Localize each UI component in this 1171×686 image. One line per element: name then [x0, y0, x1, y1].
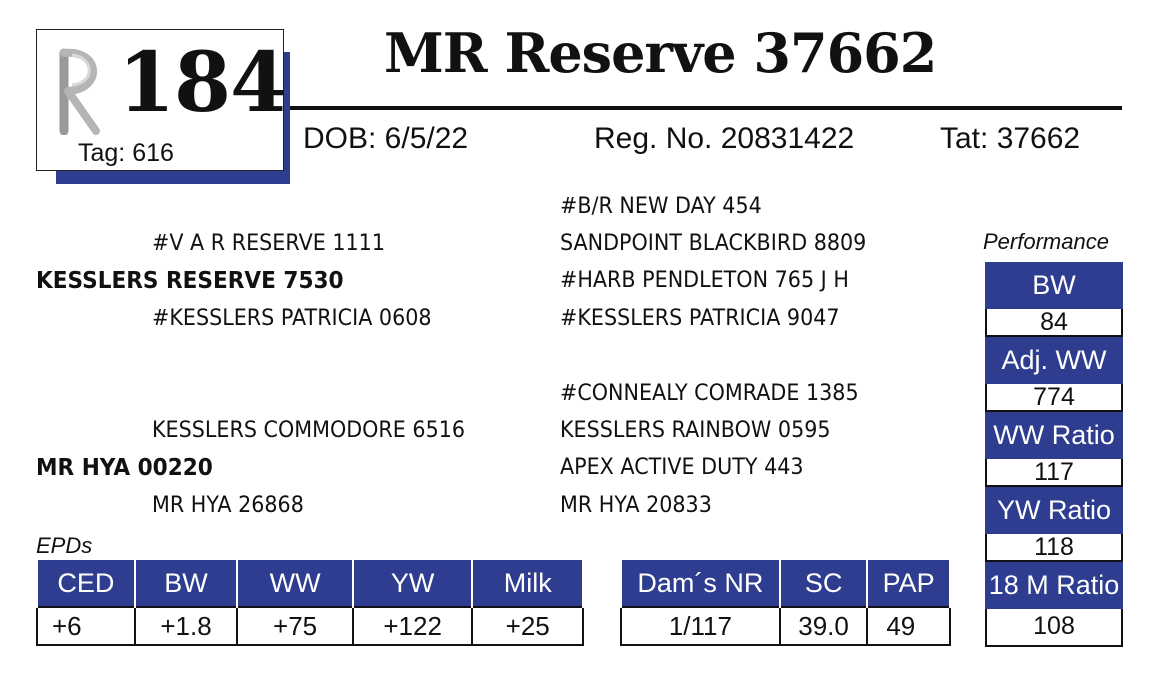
perf-18m-ratio-label: 18 M Ratio: [985, 562, 1123, 609]
performance-panel: [985, 262, 1123, 647]
perf-bw-label: BW: [985, 262, 1123, 309]
epds-label: EPDs: [36, 533, 93, 558]
perf-ww-ratio-value: 117: [985, 459, 1123, 487]
dam-stats-value-row: [621, 607, 950, 645]
pedigree-sd-dam: #KESSLERS PATRICIA 9047: [560, 306, 840, 331]
perf-yw-ratio-value: 118: [985, 534, 1123, 562]
pedigree-dam-sire: KESSLERS COMMODORE 6516: [152, 418, 466, 443]
pap-value: 49: [867, 607, 950, 645]
lot-number: 184: [118, 35, 287, 131]
pedigree-dam: MR HYA 00220: [36, 455, 213, 481]
tattoo: Tat: 37662: [940, 122, 1081, 155]
dam-nr-value: 1/117: [621, 607, 780, 645]
tag-number: Tag: 616: [78, 139, 174, 167]
epd-header-milk: Milk: [472, 560, 583, 607]
pedigree-dam-dam: MR HYA 26868: [152, 493, 304, 518]
r-logo-icon: [52, 43, 110, 135]
pedigree-ss-sire: #B/R NEW DAY 454: [560, 194, 762, 219]
performance-label: Performance: [983, 229, 1109, 254]
pedigree-sire: KESSLERS RESERVE 7530: [36, 268, 344, 294]
registration-number: Reg. No. 20831422: [594, 122, 855, 155]
pedigree-sd-sire: #HARB PENDLETON 765 J H: [560, 268, 849, 293]
pedigree-ss-dam: SANDPOINT BLACKBIRD 8809: [560, 231, 867, 256]
perf-yw-ratio-label: YW Ratio: [985, 487, 1123, 534]
pedigree-sire-dam: #KESSLERS PATRICIA 0608: [152, 306, 432, 331]
pedigree-dd-sire: APEX ACTIVE DUTY 443: [560, 455, 804, 480]
title-rule: [290, 106, 1122, 110]
perf-adj-ww-value: 774: [985, 384, 1123, 412]
sc-header: SC: [780, 560, 868, 607]
perf-ww-ratio-label: WW Ratio: [985, 412, 1123, 459]
pedigree-ds-dam: KESSLERS RAINBOW 0595: [560, 418, 831, 443]
perf-18m-ratio-value: 108: [985, 609, 1123, 647]
epd-table: [36, 560, 584, 646]
epd-value-ced: +6: [37, 607, 135, 645]
epd-value-bw: +1.8: [135, 607, 238, 645]
epd-value-row: [37, 607, 583, 645]
epd-value-ww: +75: [237, 607, 353, 645]
dam-nr-header: Dam´s NR: [621, 560, 780, 607]
epd-header-row: [37, 560, 583, 607]
dam-stats-table: [620, 560, 951, 646]
epd-header-bw: BW: [135, 560, 238, 607]
epd-value-yw: +122: [353, 607, 473, 645]
sc-value: 39.0: [780, 607, 868, 645]
pedigree-ds-sire: #CONNEALY COMRADE 1385: [560, 381, 859, 406]
epd-header-yw: YW: [353, 560, 473, 607]
pedigree-sire-sire: #V A R RESERVE 1111: [152, 231, 386, 256]
pap-header: PAP: [867, 560, 950, 607]
dob: DOB: 6/5/22: [303, 122, 469, 155]
epd-value-milk: +25: [472, 607, 583, 645]
epd-header-ced: CED: [37, 560, 135, 607]
perf-bw-value: 84: [985, 309, 1123, 337]
pedigree-dd-dam: MR HYA 20833: [560, 493, 712, 518]
perf-adj-ww-label: Adj. WW: [985, 337, 1123, 384]
animal-name: MR Reserve 37662: [384, 21, 937, 85]
epd-header-ww: WW: [237, 560, 353, 607]
dam-stats-header-row: [621, 560, 950, 607]
